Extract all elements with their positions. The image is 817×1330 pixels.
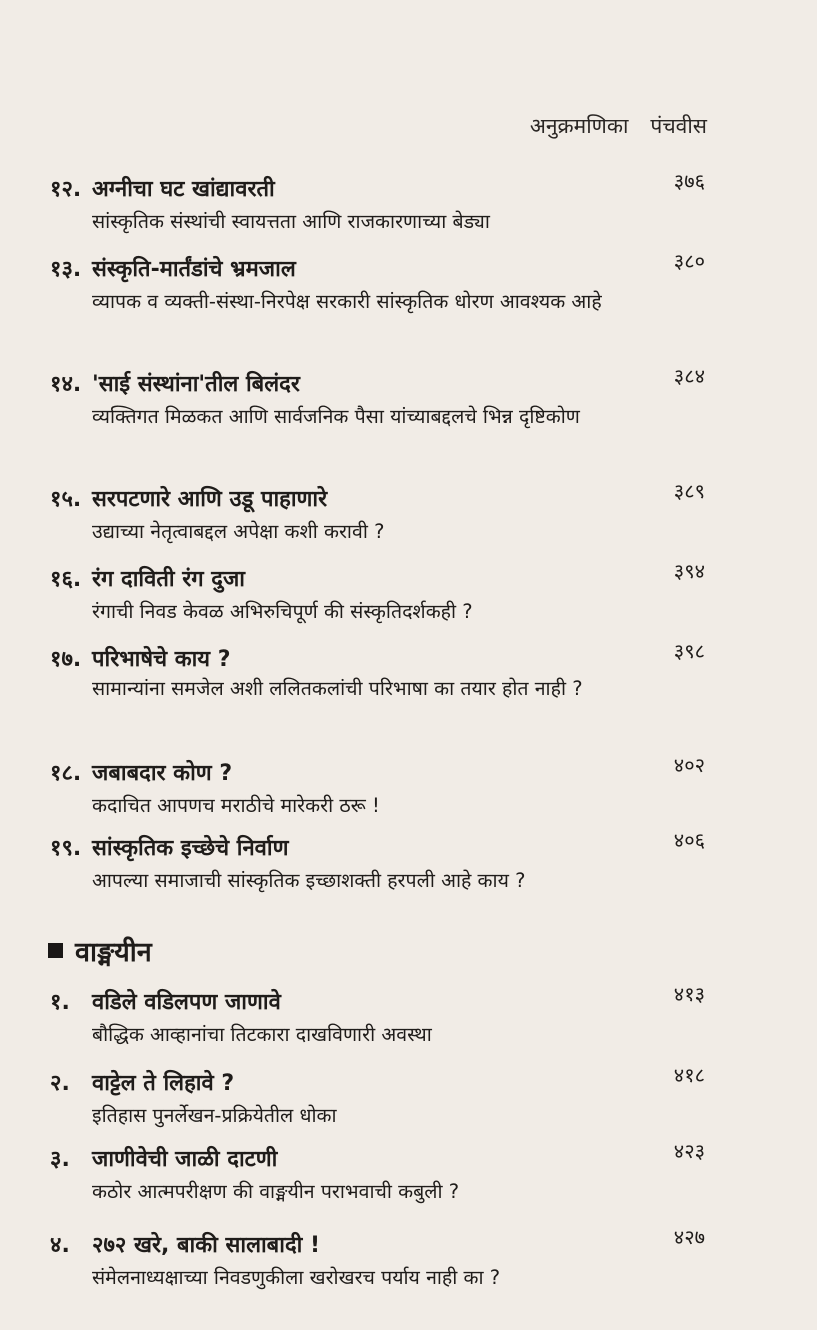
entry-subtitle: उद्याच्या नेतृत्वाबद्दल अपेक्षा कशी करावी ? (92, 520, 385, 543)
section-title: वाङ्मयीन (75, 937, 152, 968)
toc-entry (0, 479, 817, 547)
toc-entry (0, 364, 817, 432)
entry-page: ३९४ (673, 559, 705, 583)
toc-entry (0, 1139, 817, 1207)
entry-page: ३९८ (673, 639, 705, 663)
toc-entry (0, 1063, 817, 1131)
entry-subtitle: कठोर आत्मपरीक्षण की वाङ्मयीन पराभवाची कबुली ? (92, 1180, 460, 1203)
entry-title: वाट्टेल ते लिहावे ? (92, 1071, 235, 1096)
entry-page: ४०२ (673, 753, 705, 777)
toc-entry (0, 249, 817, 317)
entry-subtitle: आपल्या समाजाची सांस्कृतिक इच्छाशक्ती हरपली आहे काय ? (92, 869, 526, 892)
entry-page: ४२३ (673, 1139, 705, 1163)
entry-title: सरपटणारे आणि उडू पाहाणारे (92, 487, 328, 512)
entry-title: अग्नीचा घट खांद्यावरती (92, 177, 275, 202)
toc-entry (0, 1225, 817, 1293)
entry-title: सांस्कृतिक इच्छेचे निर्वाण (92, 836, 289, 861)
square-bullet-icon (48, 943, 63, 958)
entry-number: १९. (50, 836, 82, 861)
entry-title: जाणीवेची जाळी दाटणी (92, 1147, 278, 1172)
entry-subtitle: संमेलनाध्यक्षाच्या निवडणुकीला खरोखरच पर्याय नाही का ? (92, 1266, 501, 1289)
entry-subtitle: व्यापक व व्यक्ती-संस्था-निरपेक्ष सरकारी सांस्कृतिक धोरण आवश्यक आहे (92, 290, 602, 313)
entry-number: १. (50, 990, 70, 1015)
entry-title: जबाबदार कोण ? (92, 761, 233, 786)
entry-page: ३८९ (673, 479, 705, 503)
entry-subtitle: सामान्यांना समजेल अशी ललितकलांची परिभाषा का तयार होत नाही ? (92, 677, 583, 700)
entry-number: १८. (50, 761, 82, 786)
entry-title: रंग दाविती रंग दुजा (92, 567, 245, 592)
entry-page: ३८४ (673, 364, 705, 388)
entry-number: ४. (50, 1233, 70, 1258)
entry-number: १५. (50, 487, 82, 512)
entry-subtitle: इतिहास पुनर्लेखन-प्रक्रियेतील धोका (92, 1104, 337, 1127)
entry-page: ४०६ (673, 828, 705, 852)
header-page-number: पंचवीस (650, 114, 707, 138)
toc-entry (0, 559, 817, 627)
entry-number: ३. (50, 1147, 70, 1172)
entry-title: संस्कृति-मार्तंडांचे भ्रमजाल (92, 257, 296, 282)
header-section-name: अनुक्रमणिका (529, 114, 629, 138)
entry-page: ४२७ (673, 1225, 705, 1249)
entry-number: १२. (50, 177, 82, 202)
entry-page: ३७६ (673, 169, 705, 193)
running-header (530, 112, 707, 140)
toc-entry (0, 828, 817, 896)
entry-title: २७२ खरे, बाकी सालाबादी ! (92, 1233, 321, 1258)
toc-entry (0, 753, 817, 821)
entry-number: २. (50, 1071, 70, 1096)
entry-page: ४१८ (673, 1063, 705, 1087)
entry-number: १४. (50, 372, 82, 397)
entry-subtitle: बौद्धिक आव्हानांचा तिटकारा दाखविणारी अवस्था (92, 1023, 432, 1046)
toc-entry (0, 982, 817, 1050)
entry-number: १७. (50, 647, 82, 672)
entry-subtitle: कदाचित आपणच मराठीचे मारेकरी ठरू ! (92, 794, 380, 817)
toc-entry (0, 169, 817, 237)
entry-page: ३८० (673, 249, 705, 273)
entry-number: १३. (50, 257, 82, 282)
entry-title: 'साई संस्थांना'तील बिलंदर (92, 372, 300, 397)
entry-title: वडिले वडिलपण जाणावे (92, 990, 281, 1015)
toc-entry (0, 639, 817, 701)
entry-subtitle: व्यक्तिगत मिळकत आणि सार्वजनिक पैसा यांच्याबद्दलचे भिन्न दृष्टिकोण (92, 405, 580, 428)
entry-subtitle: रंगाची निवड केवळ अभिरुचिपूर्ण की संस्कृतिदर्शकही ? (92, 600, 473, 623)
entry-subtitle: सांस्कृतिक संस्थांची स्वायत्तता आणि राजकारणाच्या बेड्या (92, 210, 490, 233)
entry-number: १६. (50, 567, 82, 592)
entry-title: परिभाषेचे काय ? (92, 647, 231, 672)
section-heading (48, 932, 152, 969)
entry-page: ४१३ (673, 982, 705, 1006)
